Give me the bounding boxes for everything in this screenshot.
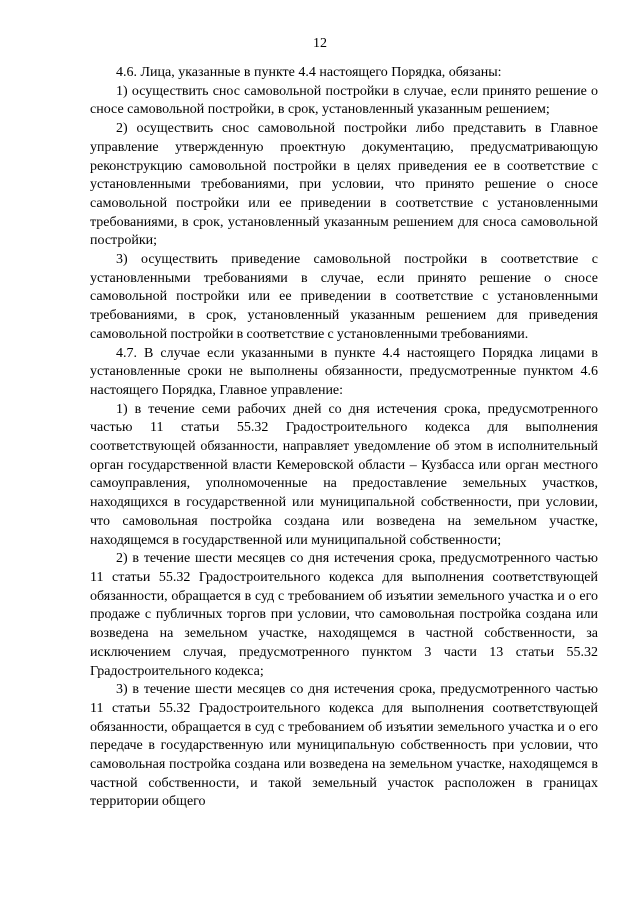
paragraph-4-7-item-1: 1) в течение семи рабочих дней со дня истечения срока, предусмотренного частью 11 статьи 55.32 Градостроительного кодекса для выполнения соответствующей обязанности, направляет уведомление об этом в исполнительный орган государственной власти Кемеровской области – Кузбасса или орган местного самоуправления, уполномоченные на предоставление земельных участков, находящихся в государственной или муниципальной собственности, при условии, что самовольная постройка создана или возведена на земельном участке, находящемся в государственной или муниципальной собственности;: [90, 401, 598, 548]
paragraph-4-7: 4.7. В случае если указанными в пункте 4.4 настоящего Порядка лицами в установленные сроки не выполнены обязанности, предусмотренные пунктом 4.6 настоящего Порядка, Главное управление:: [90, 345, 598, 398]
page-number: 12: [313, 36, 327, 51]
paragraph-4-7-item-3: 3) в течение шести месяцев со дня истечения срока, предусмотренного частью 11 статьи 55.32 Градостроительного кодекса для выполнения соответствующей обязанности, обращается в суд с требованием об изъятии земельного участка и о его передаче в государственную или муниципальную собственность при условии, что самовольная постройка создана или возведена на земельном участке, находящемся в частной собственности, и такой земельный участок расположен в границах территории общего: [90, 682, 598, 810]
paragraph-4-6-item-2: 2) осуществить снос самовольной постройки либо представить в Главное управление утвержденную проектную документацию, предусматривающую реконструкцию самовольной постройки в целях приведения ее в соответствие с установленными требованиями, при условии, что принято решение о сносе самовольной постройки или ее приведении в соответствие с установленными требованиями, в срок, установленный указанным решением для сноса самовольной постройки;: [90, 121, 598, 249]
paragraph-4-6-item-3: 3) осуществить приведение самовольной постройки в соответствие с установленными требованиями в случае, если принято решение о сносе самовольной постройки или ее приведении в соответствие с установленными требованиями, в срок, установленный указанным решением для приведения самовольной постройки в соответствие с установленными требованиями.: [90, 252, 598, 342]
paragraph-4-7-item-2: 2) в течение шести месяцев со дня истечения срока, предусмотренного частью 11 статьи 55.32 Градостроительного кодекса для выполнения соответствующей обязанности, обращается в суд с требованием об изъятии земельного участка и о его продаже с публичных торгов при условии, что самовольная постройка создана или возведена на земельном участке, находящемся в частной собственности, за исключением случая, предусмотренного пунктом 3 части 13 статьи 55.32 Градостроительного кодекса;: [90, 551, 598, 679]
document-body: [90, 64, 598, 812]
paragraph-4-6: 4.6. Лица, указанные в пункте 4.4 настоящего Порядка, обязаны:: [116, 65, 502, 80]
paragraph-4-6-item-1: 1) осуществить снос самовольной постройки в случае, если принято решение о сносе самовольной постройки, в срок, установленный указанным решением;: [90, 83, 598, 118]
